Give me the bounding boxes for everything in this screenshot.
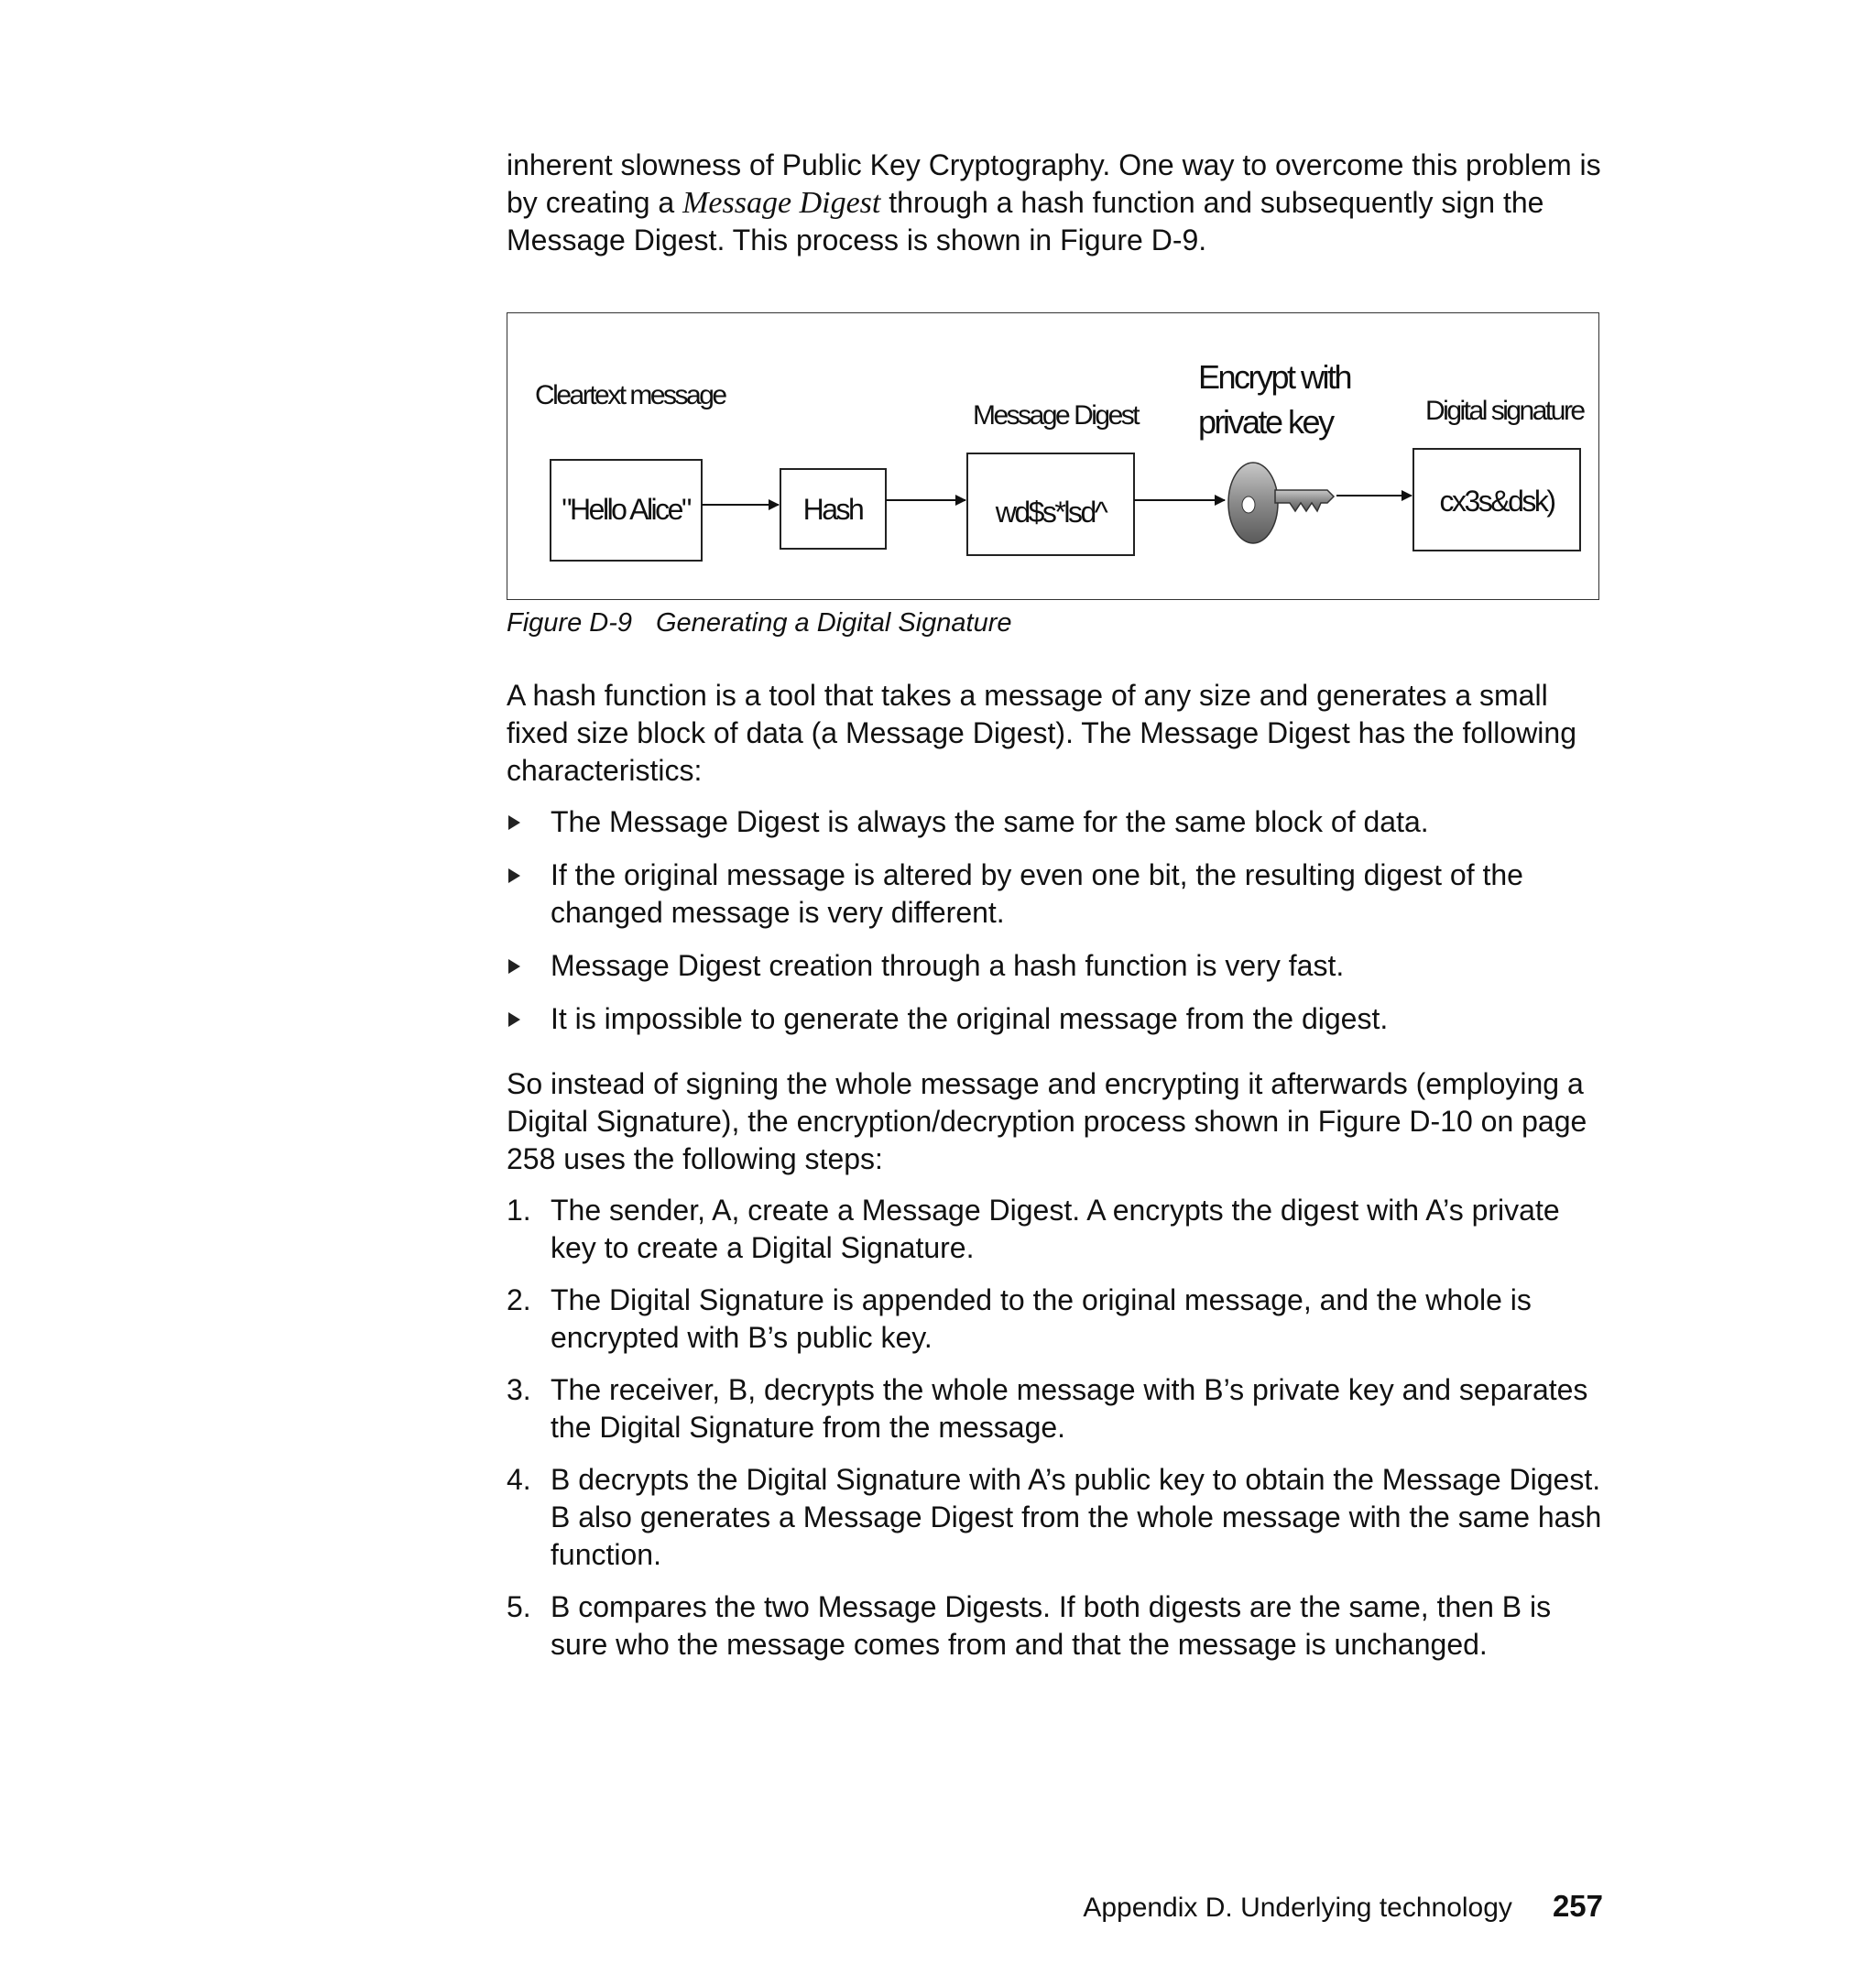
figure-d9 xyxy=(507,312,1599,600)
list-item: The Message Digest is always the same for the same block of data. xyxy=(507,803,1606,841)
intro-text-1: inherent slowness of Public Key Cryptography. One way to overcome this problem is by creating a xyxy=(507,148,1601,219)
footer-section: Appendix D. Underlying technology xyxy=(1083,1893,1512,1923)
list-item: 1. The sender, A, create a Message Digest. A encrypts the digest with A’s private key to create a Digital Signature. xyxy=(507,1194,1560,1264)
digest-characteristics-list xyxy=(507,803,1606,1053)
list-item: 4. B decrypts the Digital Signature with A’s public key to obtain the Message Digest. B also generates a Message Digest from the whole message with the same hash function. xyxy=(507,1463,1602,1571)
intro-emphasis: Message Digest xyxy=(682,186,881,220)
page-footer xyxy=(1008,1889,1603,1924)
message-digest-label: Message Digest xyxy=(973,400,1139,431)
list-item: If the original message is altered by even one bit, the resulting digest of the changed message is very different. xyxy=(507,857,1606,932)
hash-label: Hash xyxy=(802,493,863,526)
encrypt-label-line1: Encrypt with xyxy=(1198,358,1351,396)
caption-number: Figure D-9 xyxy=(507,608,632,638)
cleartext-value: "Hello Alice" xyxy=(562,493,690,526)
bullet-triangle-icon xyxy=(508,815,520,830)
list-item: 5. B compares the two Message Digests. If both digests are the same, then B is sure who the message comes from and that the message is unchanged. xyxy=(507,1590,1552,1661)
page-number: 257 xyxy=(1552,1889,1603,1923)
caption-title: Generating a Digital Signature xyxy=(656,608,1012,638)
intro-text-2: through a hash function and subsequently sign the Message Digest. This process is shown in Figure D-9. xyxy=(507,186,1544,256)
bullet-triangle-icon xyxy=(508,959,520,974)
signature-value: cx3s&dsk) xyxy=(1439,485,1554,518)
list-item: 3. The receiver, B, decrypts the whole message with B’s private key and separates the Digital Signature from the message. xyxy=(507,1373,1588,1444)
figure-caption xyxy=(507,608,1012,638)
key-icon xyxy=(1228,463,1334,543)
encrypt-label-line2: private key xyxy=(1198,403,1333,441)
intro-paragraph xyxy=(507,147,1606,259)
steps-intro-paragraph: So instead of signing the whole message and encrypting it afterwards (employing a Digital Signature), the encryption/decryption process shown in Figure D-10 on page 258 uses the following steps: xyxy=(507,1067,1587,1175)
hash-function-paragraph: A hash function is a tool that takes a message of any size and generates a small fixed size block of data (a Message Digest). The Message Digest has the following characteristics: xyxy=(507,679,1576,787)
cleartext-label: Cleartext message xyxy=(535,380,725,410)
list-item: Message Digest creation through a hash function is very fast. xyxy=(507,947,1606,985)
process-steps-list xyxy=(507,1192,1606,1678)
digest-value: wd$s*lsd^ xyxy=(995,496,1107,529)
list-item: It is impossible to generate the original message from the digest. xyxy=(507,1000,1606,1038)
bullet-triangle-icon xyxy=(508,868,520,883)
digital-signature-diagram xyxy=(507,313,1600,601)
list-item: 2. The Digital Signature is appended to the original message, and the whole is encrypted with B’s public key. xyxy=(507,1283,1532,1354)
digital-signature-label: Digital signature xyxy=(1425,396,1584,426)
bullet-triangle-icon xyxy=(508,1012,520,1027)
